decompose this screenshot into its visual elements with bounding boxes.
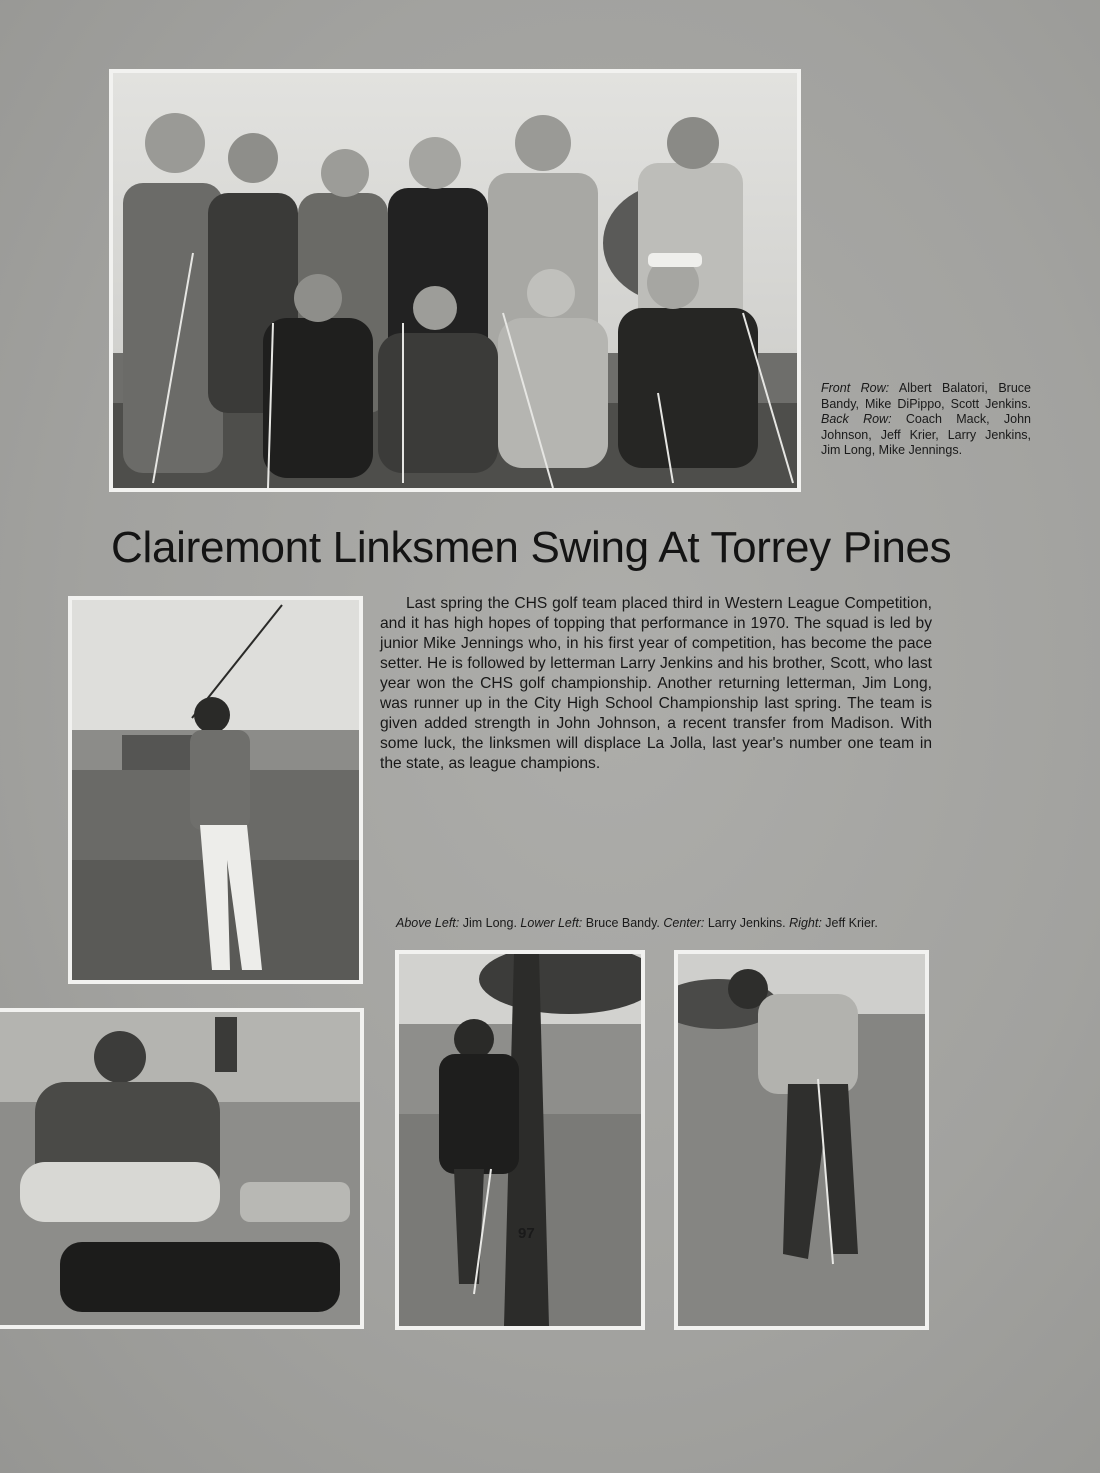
front-row-label: Front Row: (821, 381, 890, 395)
center-label: Center: (663, 916, 705, 930)
photos-caption (396, 916, 936, 931)
back-row-label: Back Row: (821, 412, 892, 426)
photo-above-left (68, 596, 363, 984)
team-photo (109, 69, 801, 492)
article-paragraph: Last spring the CHS golf team placed third in Western League Competition, and it has high hopes of topping that performance in 1970. The squad is led by junior Mike Jennings who, in his first year of competition, has become the pace setter. He is followed by letterman Larry Jenkins and his brother, Scott, who last year won the CHS golf championship. Another returning letterman, Jim Long, was runner up in the City High School Championship last spring. The team is given added strength in John Johnson, a recent transfer from Madison. With some luck, the linksmen will displace La Jolla, last year's number one team in the state, as league champions. (380, 595, 932, 772)
lower-left-label: Lower Left: (520, 916, 583, 930)
back-row-names: Coach Mack, John Johnson, Jeff Krier, Larry Jenkins, Jim Long, Mike Jennings. (821, 412, 1031, 457)
photo-center-image (399, 954, 641, 1326)
right-label: Right: (789, 916, 822, 930)
photo-right-image (678, 954, 925, 1326)
above-left-label: Above Left: (396, 916, 460, 930)
lower-left-name: Bruce Bandy. (585, 916, 660, 930)
team-photo-image (113, 73, 797, 488)
photo-center (395, 950, 645, 1330)
photo-lower-left-image (0, 1012, 360, 1325)
photo-right (674, 950, 929, 1330)
team-photo-caption (821, 381, 1031, 459)
center-name: Larry Jenkins. (707, 916, 786, 930)
headline: Clairemont Linksmen Swing At Torrey Pines (111, 523, 952, 572)
above-left-name: Jim Long. (462, 916, 517, 930)
photo-lower-left (0, 1008, 364, 1329)
article-body (380, 594, 932, 774)
photo-above-left-image (72, 600, 359, 980)
front-row-names: Albert Balatori, Bruce Bandy, Mike DiPippo, Scott Jenkins. (821, 381, 1031, 411)
page-number: 97 (518, 1225, 535, 1242)
right-name: Jeff Krier. (825, 916, 878, 930)
